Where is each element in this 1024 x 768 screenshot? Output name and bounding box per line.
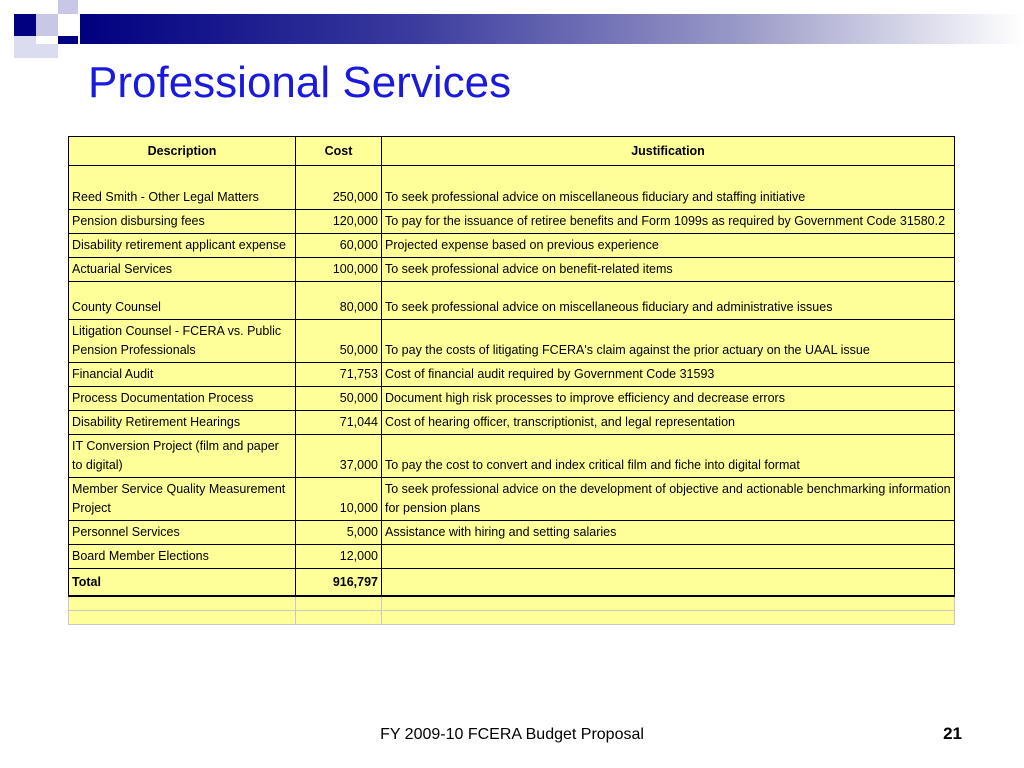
empty-cell: [296, 611, 382, 625]
cell-justification: Cost of financial audit required by Government Code 31593: [382, 363, 955, 387]
table-row: [69, 521, 955, 545]
table-row: [69, 282, 955, 320]
budget-table: [68, 136, 955, 625]
table-header-row: [69, 137, 955, 166]
cell-justification: To pay the costs of litigating FCERA's claim against the prior actuary on the UAAL issue: [382, 320, 955, 363]
total-justification-empty: [382, 569, 955, 597]
cell-justification: To seek professional advice on miscellaneous fiduciary and administrative issues: [382, 282, 955, 320]
decor-square-light-4: [36, 44, 58, 58]
table-row: [69, 478, 955, 521]
header-cost: Cost: [296, 137, 382, 166]
empty-cell: [69, 611, 296, 625]
empty-cell: [296, 596, 382, 611]
cell-cost: 71,044: [296, 411, 382, 435]
table-empty-row: [69, 611, 955, 625]
cell-description: Reed Smith - Other Legal Matters: [69, 166, 296, 210]
table-row: [69, 387, 955, 411]
cell-description: IT Conversion Project (film and paper to digital): [69, 435, 296, 478]
cell-description: Actuarial Services: [69, 258, 296, 282]
table-row: [69, 545, 955, 569]
budget-table-container: [68, 136, 954, 625]
cell-cost: 50,000: [296, 320, 382, 363]
cell-justification: To seek professional advice on miscellaneous fiduciary and staffing initiative: [382, 166, 955, 210]
cell-cost: 10,000: [296, 478, 382, 521]
cell-cost: 120,000: [296, 210, 382, 234]
cell-description: Member Service Quality Measurement Project: [69, 478, 296, 521]
table-row: [69, 320, 955, 363]
cell-cost: 37,000: [296, 435, 382, 478]
cell-cost: 250,000: [296, 166, 382, 210]
header-description: Description: [69, 137, 296, 166]
cell-justification: Cost of hearing officer, transcriptionist, and legal representation: [382, 411, 955, 435]
table-row: [69, 411, 955, 435]
cell-description: Process Documentation Process: [69, 387, 296, 411]
cell-description: Personnel Services: [69, 521, 296, 545]
table-row: [69, 234, 955, 258]
footer-label: FY 2009-10 FCERA Budget Proposal: [380, 726, 644, 743]
empty-cell: [69, 596, 296, 611]
cell-cost: 71,753: [296, 363, 382, 387]
table-row: [69, 258, 955, 282]
table-row: [69, 166, 955, 210]
cell-cost: 12,000: [296, 545, 382, 569]
empty-cell: [382, 596, 955, 611]
cell-justification: [382, 545, 955, 569]
cell-cost: 80,000: [296, 282, 382, 320]
decor-square-light-2: [58, 0, 78, 14]
total-label: Total: [69, 569, 296, 597]
cell-justification: Assistance with hiring and setting salaries: [382, 521, 955, 545]
cell-description: Disability retirement applicant expense: [69, 234, 296, 258]
cell-description: Pension disbursing fees: [69, 210, 296, 234]
table-row: [69, 210, 955, 234]
cell-cost: 5,000: [296, 521, 382, 545]
header-gradient-bar: [80, 14, 1024, 44]
empty-cell: [382, 611, 955, 625]
cell-cost: 100,000: [296, 258, 382, 282]
cell-justification: To pay the cost to convert and index critical film and fiche into digital format: [382, 435, 955, 478]
cell-description: Board Member Elections: [69, 545, 296, 569]
cell-description: Litigation Counsel - FCERA vs. Public Pension Professionals: [69, 320, 296, 363]
page-number: 21: [943, 724, 962, 743]
cell-cost: 50,000: [296, 387, 382, 411]
table-total-row: [69, 569, 955, 597]
decor-square-light-1: [36, 14, 58, 36]
decor-square-navy-1: [14, 14, 36, 36]
header-justification: Justification: [382, 137, 955, 166]
table-empty-row: [69, 596, 955, 611]
table-row: [69, 363, 955, 387]
decor-square-light-3: [14, 36, 36, 58]
cell-justification: Document high risk processes to improve efficiency and decrease errors: [382, 387, 955, 411]
cell-description: Financial Audit: [69, 363, 296, 387]
total-cost: 916,797: [296, 569, 382, 597]
cell-description: Disability Retirement Hearings: [69, 411, 296, 435]
slide-footer: [0, 726, 1024, 744]
decor-square-navy-2: [58, 36, 78, 44]
cell-description: County Counsel: [69, 282, 296, 320]
cell-justification: To seek professional advice on benefit-related items: [382, 258, 955, 282]
cell-justification: To seek professional advice on the development of objective and actionable benchmarking information for pension plans: [382, 478, 955, 521]
cell-justification: To pay for the issuance of retiree benefits and Form 1099s as required by Government Code 31580.2: [382, 210, 955, 234]
slide-title: Professional Services: [88, 58, 512, 107]
cell-justification: Projected expense based on previous experience: [382, 234, 955, 258]
cell-cost: 60,000: [296, 234, 382, 258]
table-row: [69, 435, 955, 478]
